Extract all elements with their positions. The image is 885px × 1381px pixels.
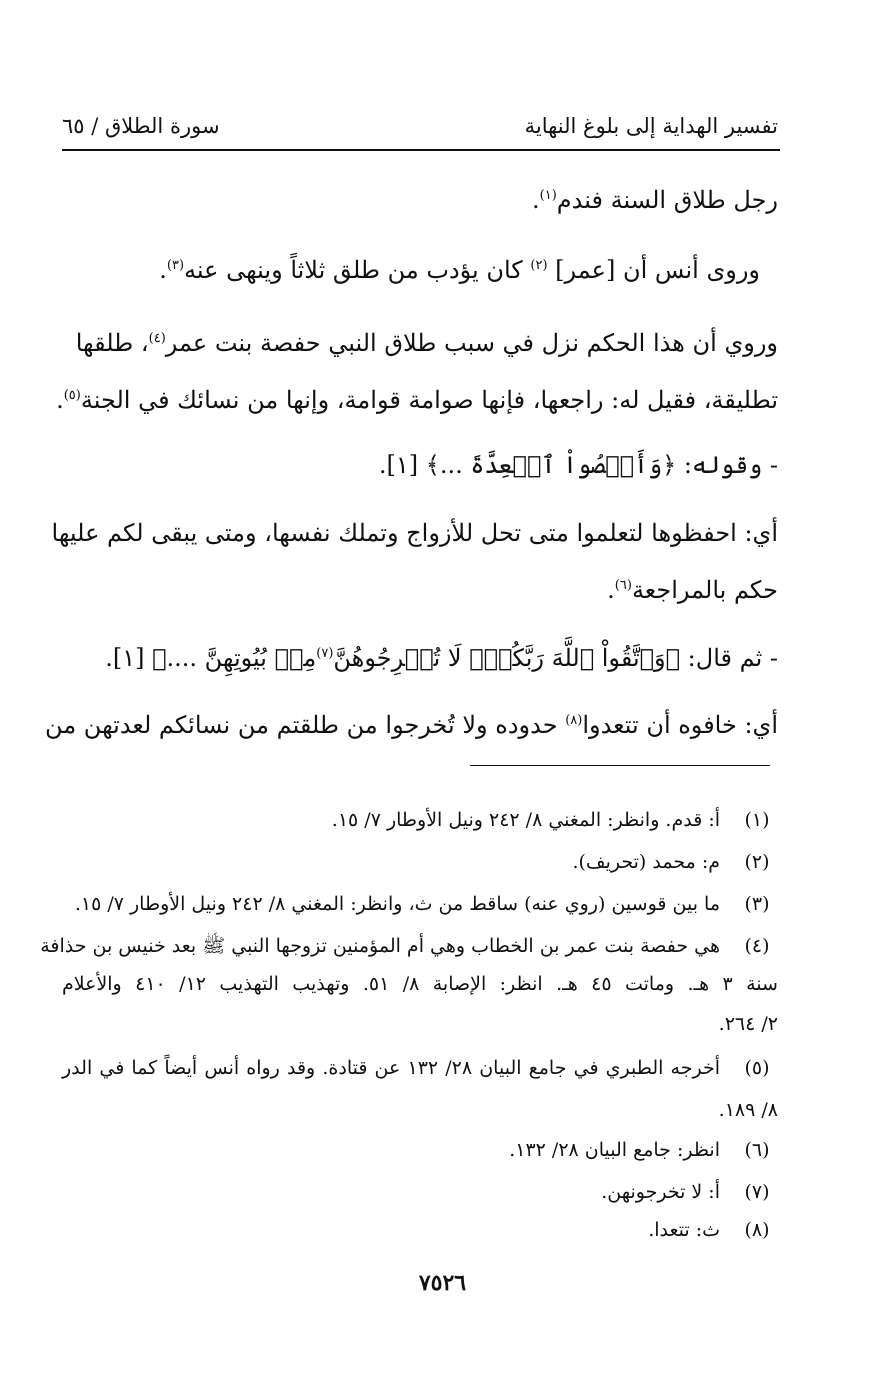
body-line xyxy=(62,240,760,300)
body-line xyxy=(62,170,778,230)
text-run: أي: احفظوها لتعلموا متى تحل للأزواج وتملك نفسها، ومتى يبقى لكم عليها xyxy=(51,519,778,547)
footnote-number: (٤) xyxy=(744,935,770,957)
header-rule xyxy=(62,149,780,151)
text-run: رجل طلاق السنة فندم xyxy=(556,186,778,214)
footnote-continuation xyxy=(62,1004,778,1044)
surah-page-label: سورة الطلاق / ٦٥ xyxy=(62,114,220,138)
footnote-text: سنة ٣ هـ. وماتت ٤٥ هـ. انظر: الإصابة ٨/ ٥١. وتهذيب التهذيب ١٢/ ٤١٠ والأعلام xyxy=(62,973,778,995)
footnote-text: هي حفصة بنت عمر بن الخطاب وهي أم المؤمنين تزوجها النبي ﷺ بعد خنيس بن حذافة xyxy=(40,935,720,957)
body-line xyxy=(45,695,778,755)
footnote-text: م: محمد (تحريف). xyxy=(572,851,720,873)
footnote-text: ٨/ ١٨٩. xyxy=(718,1099,778,1121)
footnote xyxy=(62,800,778,840)
footnote-text: انظر: جامع البيان ٢٨/ ١٣٢. xyxy=(509,1139,720,1161)
footnote xyxy=(62,1172,778,1212)
text-run: وروي أن هذا الحكم نزل في سبب طلاق النبي حفصة بنت عمر xyxy=(165,329,778,357)
footnote-text: أ: لا تخرجونهن. xyxy=(601,1181,720,1203)
footnote-text: أخرجه الطبري في جامع البيان ٢٨/ ١٣٢ عن قتادة. وقد رواه أنس أيضاً كما في الدر xyxy=(62,1057,720,1079)
footnote xyxy=(62,884,778,924)
footnote-number: (٢) xyxy=(744,851,770,873)
book-title: تفسير الهداية إلى بلوغ النهاية xyxy=(524,114,778,138)
footnote-separator xyxy=(470,765,770,766)
full-stop: . xyxy=(607,576,615,604)
text-run: حكم بالمراجعة xyxy=(631,576,778,604)
footnote-text: ما بين قوسين (روي عنه) ساقط من ث، وانظر: المغني ٨/ ٢٤٢ ونيل الأوطار ٧/ ١٥. xyxy=(74,893,720,915)
footnote xyxy=(62,1048,778,1088)
body-line xyxy=(56,370,778,430)
footnote-number: (٥) xyxy=(744,1057,770,1079)
footnote-ref: (٨) xyxy=(565,713,583,728)
quran-citation: - وقوله: ﴿وَأَحۡصُواْ ٱلۡعِدَّةَ ...﴾ [١]. xyxy=(378,451,778,479)
footnote-text: أ: قدم. وانظر: المغني ٨/ ٢٤٢ ونيل الأوطار ٧/ ١٥. xyxy=(331,809,720,831)
page-number: ٧٥٢٦ xyxy=(418,1270,467,1296)
body-line xyxy=(62,435,778,495)
footnote-continuation xyxy=(62,964,778,1004)
footnote-ref: (٦) xyxy=(614,578,632,593)
full-stop: . xyxy=(56,386,64,414)
body-line xyxy=(62,628,778,688)
footnote-ref: (١) xyxy=(539,188,557,203)
body-line xyxy=(62,560,778,620)
footnote-number: (٧) xyxy=(744,1181,770,1203)
text-run: ، طلقها xyxy=(75,329,149,357)
running-header xyxy=(62,108,778,144)
full-stop: . xyxy=(159,256,167,284)
text-run: تطليقة، فقيل له: راجعها، فإنها صوامة قوامة، وإنها من نسائك في الجنة xyxy=(80,386,778,414)
footnote xyxy=(62,1210,778,1250)
footnote-number: (٣) xyxy=(744,893,770,915)
body-line xyxy=(51,503,778,563)
footnote-ref: (٤) xyxy=(148,331,166,346)
full-stop: . xyxy=(532,186,540,214)
footnote-text: ث: تتعدا. xyxy=(648,1219,720,1241)
text-run: كان يؤدب من طلق ثلاثاً وينهى عنه xyxy=(184,256,523,284)
footnote-number: (٦) xyxy=(744,1139,770,1161)
quran-citation: مِنۢ بُيُوتِهِنَّ ....﴾ [١]. xyxy=(105,644,317,672)
text-run: حدوده ولا تُخرجوا من طلقتم من نسائكم لعدتهن من xyxy=(45,711,558,739)
footnote-number: (١) xyxy=(744,809,770,831)
footnote xyxy=(40,926,778,966)
body-line xyxy=(62,313,778,373)
footnote xyxy=(62,842,778,882)
footnote-ref: (٧) xyxy=(316,646,334,661)
footnote-ref: (٣) xyxy=(166,258,185,273)
footnote-continuation xyxy=(62,1090,778,1130)
footnote-ref: (٢) xyxy=(530,258,548,273)
footnote-ref: (٥) xyxy=(63,388,81,403)
text-run: أي: خافوه أن تتعدوا xyxy=(582,711,778,739)
text-run: وروى أنس أن [عمر] xyxy=(555,256,760,284)
quran-citation: - ثم قال: ﴿وَٱتَّقُواْ ٱللَّهَ رَبَّكُمۡۖ لَا تُخۡرِجُوهُنَّ xyxy=(333,644,778,672)
footnote-number: (٨) xyxy=(744,1219,770,1241)
footnote xyxy=(62,1130,778,1170)
footnote-text: ٢/ ٢٦٤. xyxy=(718,1013,778,1035)
